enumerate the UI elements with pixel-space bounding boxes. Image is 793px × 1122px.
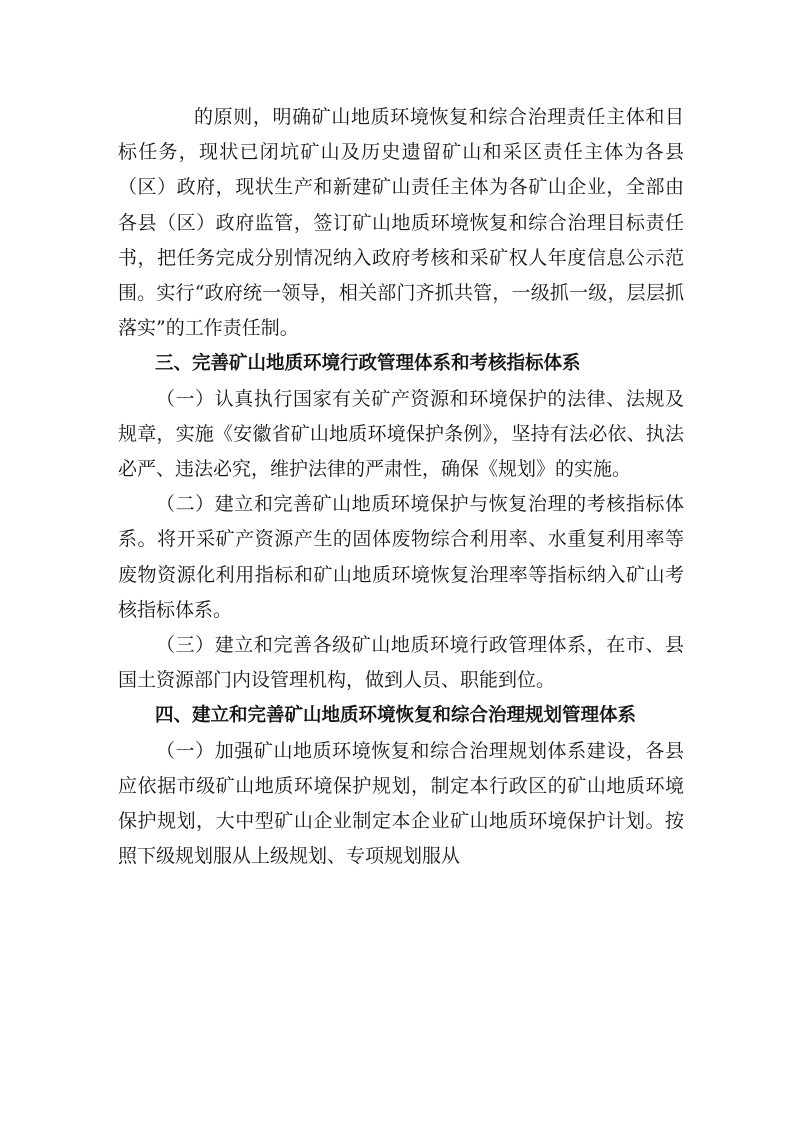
- paragraph-3-3: （三）建立和完善各级矿山地质环境行政管理体系，在市、县国土资源部门内设管理机构，做到人员、职能到位。: [118, 634, 684, 692]
- paragraph-4-1: （一）加强矿山地质环境恢复和综合治理规划体系建设，各县应依据市级矿山地质环境保护规划，制定本行政区的矿山地质环境保护规划，大中型矿山企业制定本企业矿山地质环境保护计划。按照下级规划服从上级规划、专项规划服从: [118, 739, 684, 868]
- paragraph-continuation: 的原则，明确矿山地质环境恢复和综合治理责任主体和目标任务，现状已闭坑矿山及历史遗留矿山和采区责任主体为各县（区）政府，现状生产和新建矿山责任主体为各矿山企业，全部由各县（区）政府监管，签订矿山地质环境恢复和综合治理目标责任书，把任务完成分别情况纳入政府考核和采矿权人年度信息公示范围。实行“政府统一领导，相关部门齐抓共管，一级抓一级，层层抓落实”的工作责任制。: [118, 106, 684, 340]
- section-heading-3: 三、完善矿山地质环境行政管理体系和考核指标体系: [155, 353, 581, 375]
- document-body: [118, 100, 684, 874]
- section-heading-4: 四、建立和完善矿山地质环境恢复和综合治理规划管理体系: [155, 705, 637, 727]
- paragraph-3-1: （一）认真执行国家有关矿产资源和环境保护的法律、法规及规章，实施《安徽省矿山地质环境保护条例》，坚持有法必依、执法必严、违法必究，维护法律的严肃性，确保《规划》的实施。: [118, 387, 684, 481]
- paragraph-3-2: （二）建立和完善矿山地质环境保护与恢复治理的考核指标体系。将开采矿产资源产生的固体废物综合利用率、水重复利用率等废物资源化利用指标和矿山地质环境恢复治理率等指标纳入矿山考核指标体系。: [118, 493, 684, 621]
